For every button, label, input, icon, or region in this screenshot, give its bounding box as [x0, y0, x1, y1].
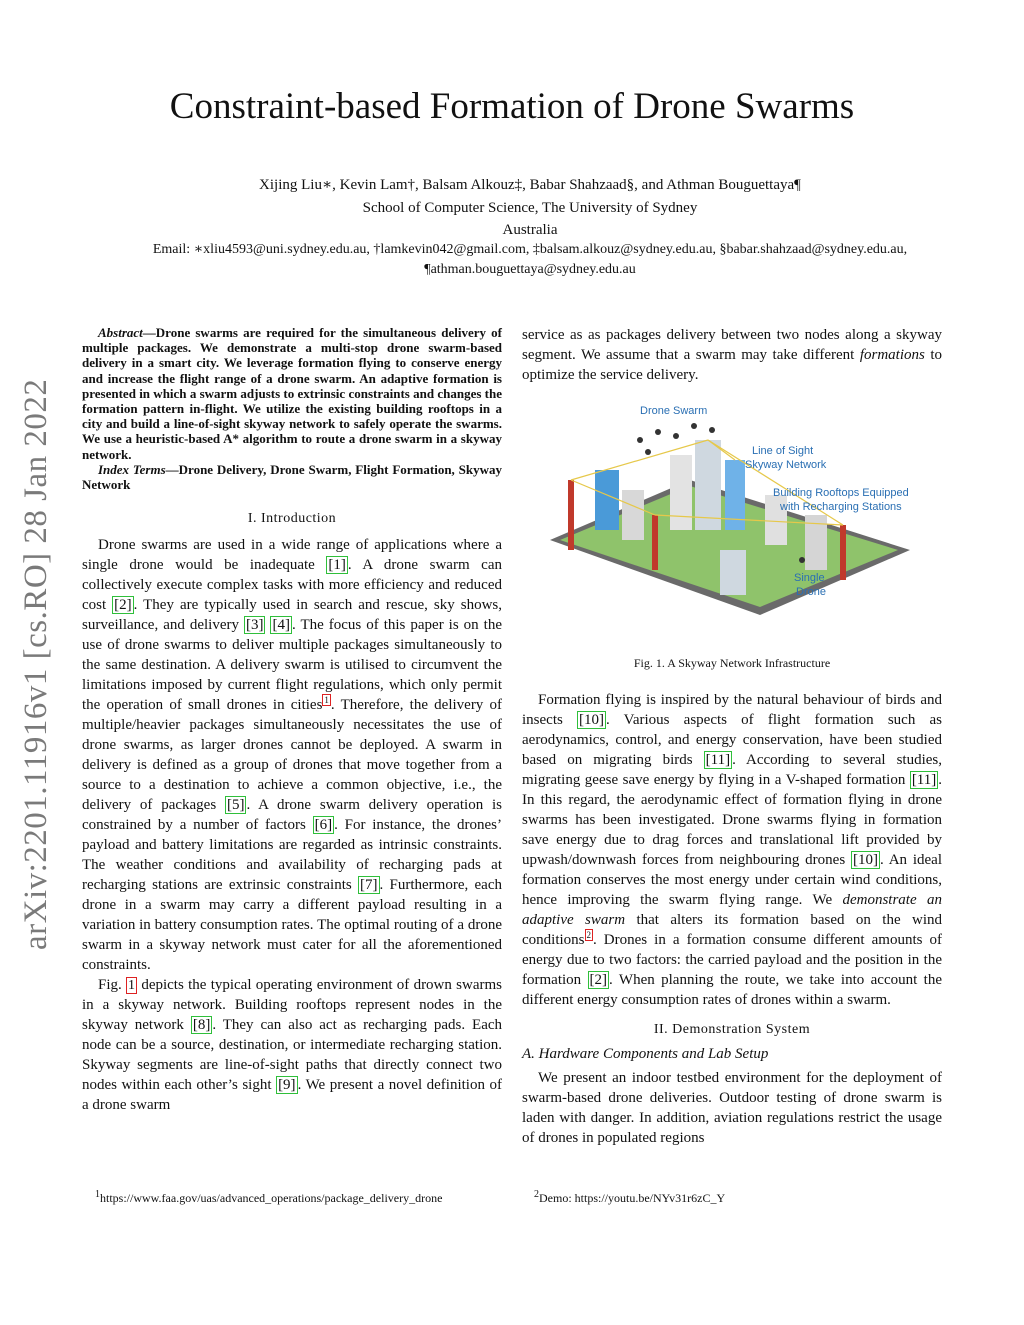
figure-label-drone: Drone [796, 586, 826, 598]
intro-paragraph-1: Drone swarms are used in a wide range of applications where a single drone would be inadequate [1] . A drone swarm can collectively execute complex tasks with more efficiency and reduced cost [2] . They are typically used in search and rescue, sky shows, surveillance, and delivery [3] [4] . The focus of this paper is on the use of drone swarms to deliver multiple packages simultaneously to the same destination. A delivery swarm is utilised to circumvent the limitations imposed by current flight regulations, which only permit the operation of small drones in cities $^1$ . Therefore, the delivery of multiple/heavier packages simultaneously necessitates the use of drone swarms, as larger drones cannot be deployed. A swarm in delivery is defined as a group of drones that move together from a source to a destination to achieve a common objective, i.e., the delivery of packages [5] . A drone swarm delivery operation is constrained by a number of factors [6] . For instance, the drones’ payload and battery limitations are regarded as intrinsic constraints. The weather conditions and availability of recharging pads at recharging stations are extrinsic constraints [7] . Furthermore, each drone in a swarm may carry a different payload resulting in a variation in battery consumption rates. The optimal routing of a drone swarm in a skyway network must cater for all the aforementioned constraints. [82, 537, 503, 974]
figure-single-drone [799, 557, 805, 563]
section-heading-introduction: I. Introduction [247, 511, 337, 527]
abstract [82, 325, 502, 462]
citation-link[interactable]: [6] [314, 817, 333, 834]
footnote-mark: 1 [95, 1189, 100, 1200]
figure-label-drone-swarm: Drone Swarm [640, 405, 708, 417]
citation-link[interactable]: [3] [245, 617, 264, 634]
figure-label-skyway-network: Skyway Network [745, 459, 827, 471]
footnote-link[interactable]: 2 [586, 930, 591, 940]
footnote-text: Demo: https://youtu.be/NYv31r6zC_Y [539, 1191, 726, 1205]
right-column-top [522, 325, 942, 385]
figure-label-line-of-sight: Line of Sight [752, 445, 814, 457]
skyway-network-figure [540, 400, 920, 615]
citation-link[interactable]: [1] [328, 557, 346, 574]
citation-link[interactable]: [2] [114, 597, 132, 614]
citation-link[interactable]: [8] [192, 1017, 211, 1034]
abstract-label: Abstract [98, 325, 143, 340]
section-heading-demonstration: II. Demonstration System [653, 1022, 811, 1037]
figure-caption: Fig. 1. A Skyway Network Infrastructure [633, 656, 831, 670]
email-line: Email: ∗xliu4593@uni.sydney.edu.au, †lamkevin042@gmail.com, ‡balsam.alkouz@sydney.edu.au, §babar.shahzaad@sydney.edu.au, [152, 242, 908, 257]
index-terms-text: —Drone Delivery, Drone Swarm, Flight Formation, Skyway Network [82, 461, 502, 493]
right-column-body [522, 690, 942, 1148]
citation-link[interactable]: [10] [852, 852, 878, 868]
author-list: Xijing Liu∗, Kevin Lam†, Balsam Alkouz‡, Babar Shahzaad§, and Athman Bouguettaya¶ [259, 177, 801, 193]
figure-label-single: Single [794, 572, 825, 584]
figure-label-rooftops: Building Rooftops Equipped [773, 487, 909, 499]
citation-link[interactable]: [7] [360, 877, 378, 894]
citation-link[interactable]: [5] [226, 797, 245, 814]
footnote-link[interactable]: 1 [324, 695, 329, 706]
footnote-mark: 2 [534, 1189, 539, 1200]
citation-link[interactable]: [4] [272, 617, 290, 634]
footnote-text: https://www.faa.gov/uas/advanced_operations/package_delivery_drone [100, 1191, 443, 1205]
right-paragraph-1: Formation flying is inspired by the natural behaviour of birds and insects [10] . Various aspects of flight formation such as aerodynamics, control, and energy conservation, have been studied based on migrating birds [11] . According to several studies, migrating geese save energy by flying in a V-shaped formation [11] . In this regard, the aerodynamic effect of formation flying in drone swarms has been investigated. Drone swarms flying in formation save energy due to drag forces and translational lift provided by upwash/downwash forces from neighbouring drones [10] . An ideal formation conserves the most energy under certain wind conditions, hence improving the swarm flying range. We demonstrate an adaptive swarm that alters its formation based on the wind conditions $^2$ . Drones in a formation consume different amounts of energy due to two factors: the carried payload and the position in the formation [2] . When planning the route, we take into account the different energy consumption rates of drones within a swarm. [522, 692, 943, 1008]
figure-link[interactable]: 1 [128, 978, 136, 994]
citation-link[interactable]: [9] [278, 1077, 296, 1094]
citation-link[interactable]: [11] [705, 752, 731, 768]
arxiv-watermark: arXiv:2201.11916v1 [cs.RO] 28 Jan 2022 [18, 378, 54, 950]
footnote-1 [95, 1188, 515, 1205]
citation-link[interactable]: [11] [911, 772, 937, 788]
figure-label-recharging: with Recharging Stations [780, 501, 902, 513]
left-column [82, 325, 502, 1115]
subsection-heading-hardware: A. Hardware Components and Lab Setup [522, 1046, 769, 1062]
intro-paragraph-2: Fig. 1 depicts the typical operating environment of drown swarms in a skyway network. Building rooftops represent nodes in the skyway network [8] . They can also act as recharging pads. Each node can be a source, destination, or intermediate recharging station. Skyway segments are line-of-sight paths that directly connect two nodes within each other’s sight [9] . We present a novel definition of a drone swarm [82, 977, 503, 1114]
paper-title: Constraint-based Formation of Drone Swarms [169, 86, 855, 127]
email-line-2: ¶athman.bouguettaya@sydney.edu.au [424, 262, 636, 277]
index-terms [82, 462, 502, 492]
abstract-text: —Drone swarms are required for the simultaneous delivery of multiple packages. We demonstrate a multi-stop drone swarm-based delivery in a smart city. We leverage formation flying to conserve energy and increase the flight range of a drone swarm. An adaptive formation is presented in which a swarm adjusts to extrinsic constraints and changes the formation pattern in-flight. We utilize the existing building rooftops in a city and build a line-of-sight skyway network to safely operate the swarms. We use a heuristic-based A* algorithm to route a drone swarm in a skyway network. [82, 325, 502, 462]
right-paragraph-0: service as as packages delivery between two nodes along a skyway segment. We assume that a swarm may take different formations to optimize the service delivery. [522, 327, 942, 383]
citation-link[interactable]: [10] [579, 712, 605, 728]
citation-link[interactable]: [2] [589, 972, 608, 988]
index-terms-label: Index Terms [98, 461, 166, 477]
footnote-2 [534, 1188, 934, 1205]
affiliation: School of Computer Science, The University of Sydney [362, 200, 698, 216]
right-paragraph-2: We present an indoor testbed environment for the deployment of swarm-based drone deliveries. Outdoor testing of drone swarm is laden with danger. In addition, aviation regulations restrict the usage of drones in populated regions [522, 1070, 942, 1146]
affiliation-country: Australia [502, 222, 558, 238]
